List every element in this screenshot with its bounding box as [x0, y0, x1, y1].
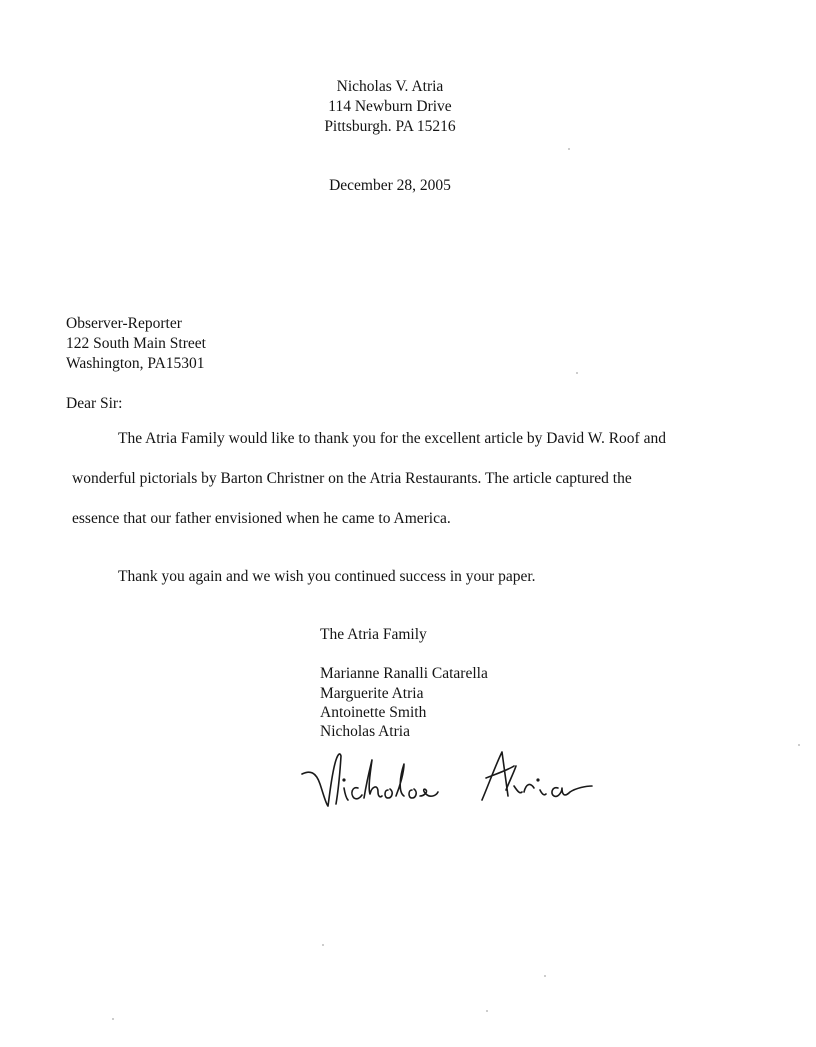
sender-city: Pittsburgh. PA 15216 [324, 118, 456, 135]
sender-street: 114 Newburn Drive [328, 98, 452, 115]
body-line-1: The Atria Family would like to thank you for the excellent article by David W. Roof and [118, 430, 666, 447]
signatory-1: Marianne Ranalli Catarella [320, 665, 488, 682]
signatory-2: Marguerite Atria [320, 685, 424, 702]
body-line-3: essence that our father envisioned when he came to America. [72, 510, 451, 527]
body-line-2: wonderful pictorials by Barton Christner on the Atria Restaurants. The article captured the [72, 470, 632, 487]
recipient-street: 122 South Main Street [66, 335, 206, 352]
signatory-3: Antoinette Smith [320, 704, 427, 721]
recipient-name: Observer-Reporter [66, 315, 182, 332]
scan-speck [576, 372, 578, 374]
handwritten-signature [300, 742, 600, 812]
body-line-4: Thank you again and we wish you continued success in your paper. [118, 568, 536, 585]
scan-speck [798, 744, 800, 746]
scan-speck [568, 148, 570, 150]
scan-speck [322, 944, 324, 946]
scan-speck [544, 975, 546, 977]
signatory-4: Nicholas Atria [320, 723, 410, 740]
sender-name: Nicholas V. Atria [336, 78, 444, 95]
salutation: Dear Sir: [66, 395, 123, 412]
scan-speck [486, 1010, 488, 1012]
letter-date: December 28, 2005 [329, 177, 451, 194]
recipient-city: Washington, PA15301 [66, 355, 205, 372]
scan-speck [112, 1018, 114, 1020]
closing: The Atria Family [320, 626, 427, 643]
